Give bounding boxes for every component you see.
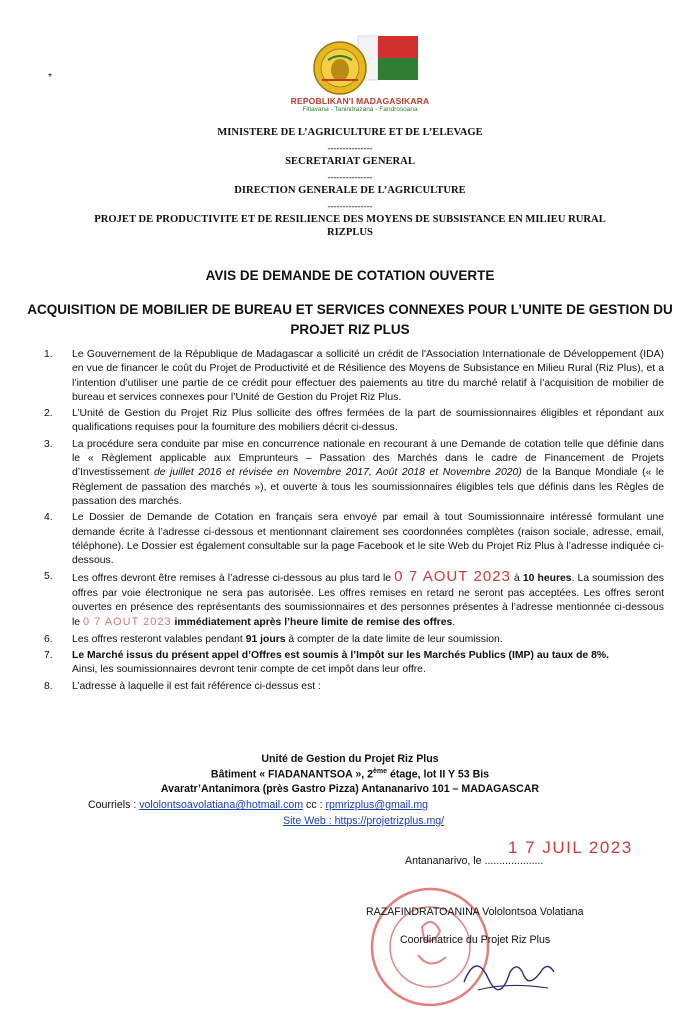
secretariat-heading: SECRETARIAT GENERAL: [285, 156, 415, 167]
deadline-hour: 10 heures: [522, 573, 572, 585]
list-item: [38, 680, 664, 694]
item-number: 6.: [44, 633, 53, 645]
list-item: [38, 511, 664, 568]
item-text: Le Gouvernement de la République de Madagascar a sollicité un crédit de l'Association Internationale de Développement (IDA) en vue de financer le coût du Projet de Productivité et de Résilience des Moyens de Subsistance en Milieu Rural (Riz Plus), et a l’intention d’utiliser une partie de ce crédit pour effectuer des paiements au titre du marché relatif à l’acquisition de mobilier de bureau et services connexes pour l’Unité de Gestion du Projet Riz Plus.: [72, 349, 664, 403]
notice-title: AVIS DE DEMANDE DE COTATION OUVERTE: [205, 268, 495, 283]
item-text: Le Dossier de Demande de Cotation en français sera envoyé par email à tout Soumissionnaire intéressé formulant une demande écrite à l’adresse ci-dessous et mentionnant clairement ses coordonnées complètes (raison sociale, adresse, email, téléphone). Le Dossier est également consultable sur la page Facebook et le site Web du Projet Riz Plus à l’adresse indiquée ci-dessous.: [72, 512, 664, 567]
italic-dates: de juillet 2016 et révisée en Novembre 2017, Août 2018 et Novembre 2020): [153, 467, 522, 479]
notice-body: [38, 348, 664, 694]
separator: ---------------: [327, 172, 373, 182]
madagascar-emblem: [270, 30, 480, 115]
item-text: Le Marché issus du présent appel d’Offres est soumis à l’Impôt sur les Marchés Publics (IMP) au taux de 8%. Ainsi, les soumissionnaires devront tenir compte de cet impôt dans leur offre.: [72, 649, 610, 676]
emblem-seal-icon: [270, 30, 450, 96]
separator: ---------------: [327, 143, 373, 153]
notice-subtitle-line1: ACQUISITION DE MOBILIER DE BUREAU ET SERVICES CONNEXES POUR L’UNITE DE GESTION DU: [27, 302, 673, 317]
signer-name: RAZAFINDRATOANINA Vololontsoa Volatiana: [366, 906, 584, 918]
item-text: La procédure sera conduite par mise en concurrence nationale en recourant à une Demande de cotation telle que définie dans le « Règlement applicable aux Emprunteurs – Passation des Marchés dans le cadre de Financement de Projets d’Investissement de juillet 2016 et révisée en Novembre 2017, Août 2018 et Novembre 2020) de la Banque Mondiale (« le Règlement de passation des marchés »), et ouverte à tous les soumissionnaires éligibles tels que définis dans les Règles de passation des marchés.: [72, 438, 664, 507]
tax-note: Le Marché issus du présent appel d’Offres est soumis à l’Impôt sur les Marchés Publics (IMP) au taux de 8%.: [72, 649, 610, 661]
item-number: 1.: [44, 349, 53, 360]
item-number: 7.: [44, 649, 53, 661]
project-short-heading: RIZPLUS: [327, 227, 373, 238]
separator: ---------------: [327, 201, 373, 211]
notice-subtitle-line2: PROJET RIZ PLUS: [290, 322, 410, 337]
email-link-project[interactable]: rpmrizplus@gmail.mg: [325, 799, 429, 811]
notice-subtitle: [20, 300, 680, 340]
deadline-date-stamp: 0 7 AOUT 2023: [394, 568, 511, 586]
item-text: Les offres resteront valables pendant 91 jours à compter de la date limite de leur soumission.: [72, 633, 503, 645]
ministry-heading: MINISTERE DE L’AGRICULTURE ET DE L’ELEVAGE: [217, 127, 483, 138]
item-text: L’adresse à laquelle il est fait référence ci-dessus est :: [72, 680, 321, 692]
signer-role: Coordinatrice du Projet Riz Plus: [400, 934, 551, 946]
address-line-2: Bâtiment « FIADANANTSOA », 2ème étage, lot II Y 53 Bis: [210, 768, 490, 781]
project-heading: PROJET DE PRODUCTIVITE ET DE RESILIENCE DES MOYENS DE SUBSISTANCE EN MILIEU RURAL: [94, 214, 606, 225]
list-item: [38, 649, 664, 678]
list-item: [38, 570, 664, 630]
handwritten-signature-icon: [458, 942, 558, 1002]
corner-marker: *: [48, 72, 52, 83]
address-line-3: Avaratr’Antanimora (près Gastro Pizza) Antananarivo 101 – MADAGASCAR: [160, 783, 540, 795]
item-text: Les offres devront être remises à l’adresse ci-dessous au plus tard le 0 7 AOUT 2023 à 10 heures. La soumission des offres par voie électronique ne sera pas autorisée. Les offres remises en retard ne seront pas acceptées. Les offres seront ouvertes en présence des représentants des soumissionnaires et des personnes présentes à l’adresse mentionnée ci-dessous le 0 7 AOUT 2023 immédiatement après l’heure limite de remise des offres.: [72, 568, 664, 629]
date-stamp: 1 7 JUIL 2023: [508, 838, 633, 857]
item-number: 2.: [44, 408, 53, 420]
list-item: [38, 633, 664, 647]
item-number: 4.: [44, 512, 53, 524]
emails-line: Courriels : vololontsoavolatiana@hotmail.com cc : rpmrizplus@gmail.mg: [88, 799, 429, 811]
place-and-date: Antananarivo, le ....................: [405, 855, 544, 867]
website-link[interactable]: Site Web : https://projetrizplus.mg/: [283, 815, 445, 827]
item-number: 8.: [44, 680, 53, 692]
list-item: [38, 438, 664, 509]
item-number: 3.: [44, 438, 53, 450]
direction-heading: DIRECTION GENERALE DE L’AGRICULTURE: [234, 185, 466, 196]
opening-time-note: immédiatement après l’heure limite de remise des offres: [171, 617, 453, 629]
item-number: 5.: [44, 571, 53, 583]
republic-name: REPOBLIKAN'I MADAGASIKARA: [290, 96, 430, 106]
validity-days: 91 jours: [245, 633, 286, 645]
list-item: [38, 407, 664, 436]
opening-date-stamp: 0 7 AOUT 2023: [82, 616, 172, 629]
email-link-coordinator[interactable]: vololontsoavolatiana@hotmail.com: [139, 799, 304, 811]
address-line-1: Unité de Gestion du Projet Riz Plus: [261, 753, 439, 765]
republic-motto: Fitiavana - Tanindrazana - Fandrosoana: [302, 106, 418, 113]
list-item: [38, 348, 664, 405]
item-text: L’Unité de Gestion du Projet Riz Plus sollicite des offres fermées de la part de soumissionnaires éligibles et répondant aux qualifications requises pour la fourniture des mobiliers décrit ci-dessus.: [72, 408, 664, 434]
